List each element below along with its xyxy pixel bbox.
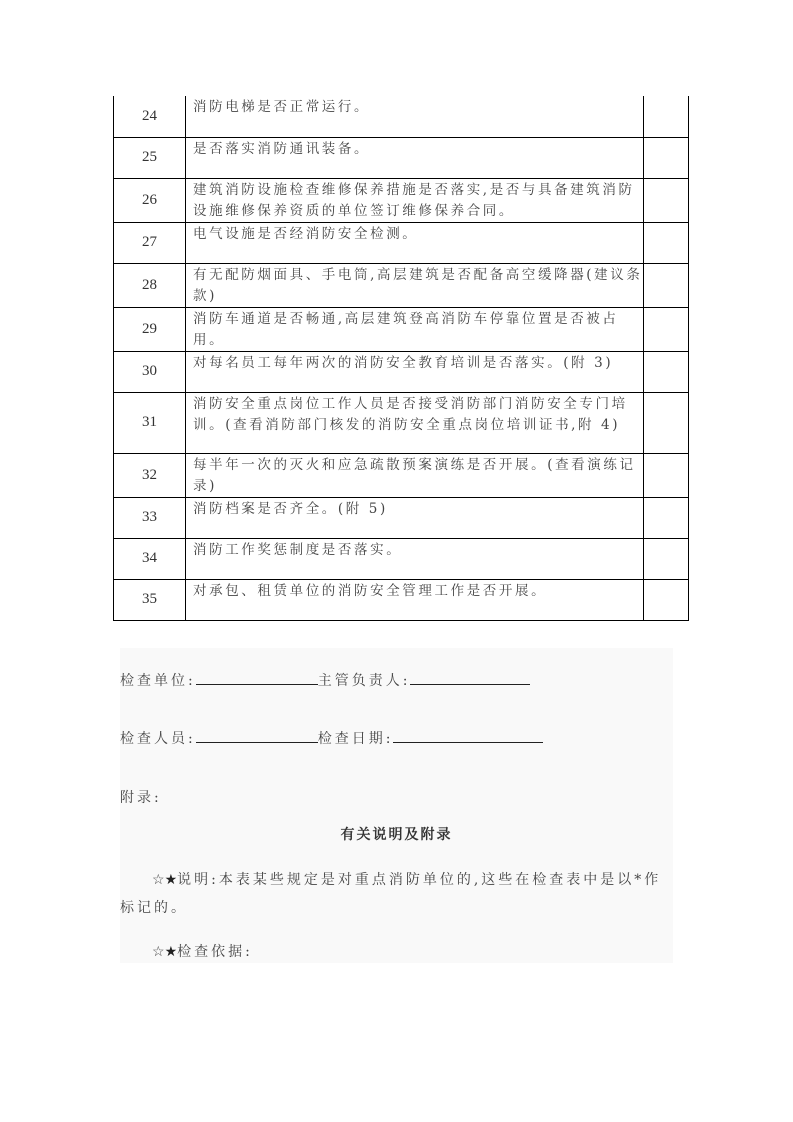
appendix-label: 附录: [120,790,162,806]
row-number: 34 [114,538,186,579]
row-item: 消防车通道是否畅通,高层建筑登高消防车停靠位置是否被占用。 [186,307,644,351]
inspection-checklist-table [113,96,689,621]
row-number: 28 [114,263,186,307]
row-result-cell [644,307,689,351]
table-row [114,351,689,392]
supervisor-field[interactable] [410,670,530,685]
signoff-and-appendix-section [120,648,673,963]
row-result-cell [644,222,689,263]
row-result-cell [644,497,689,538]
table-row [114,497,689,538]
table-row [114,137,689,178]
table-row [114,392,689,453]
table-row [114,579,689,620]
row-number: 35 [114,579,186,620]
inspector-label: 检查人员: [120,731,196,747]
inspect-unit-field[interactable] [196,670,318,685]
row-number: 24 [114,96,186,137]
row-result-cell [644,579,689,620]
row-item: 消防电梯是否正常运行。 [186,96,644,137]
basis-text: 检查依据: [177,944,253,960]
star-outline-icon: ☆ [152,872,165,888]
row-number: 31 [114,392,186,453]
table-row [114,307,689,351]
row-item: 对承包、租赁单位的消防安全管理工作是否开展。 [186,579,644,620]
row-result-cell [644,178,689,222]
row-item: 消防档案是否齐全。(附 5) [186,497,644,538]
inspect-date-field[interactable] [393,728,543,743]
row-result-cell [644,137,689,178]
row-number: 25 [114,137,186,178]
star-filled-icon: ★ [164,872,178,888]
row-item: 有无配防烟面具、手电筒,高层建筑是否配备高空缓降器(建议条款) [186,263,644,307]
row-number: 27 [114,222,186,263]
table-row [114,222,689,263]
table-row [114,178,689,222]
row-result-cell [644,96,689,137]
row-number: 26 [114,178,186,222]
inspect-date-label: 检查日期: [317,731,394,747]
supervisor-label: 主管负责人: [317,673,411,689]
row-number: 30 [114,351,186,392]
star-outline-icon: ☆ [152,944,165,960]
row-item: 建筑消防设施检查维修保养措施是否落实,是否与具备建筑消防设施维修保养资质的单位签订维修保养合同。 [186,178,644,222]
row-item: 消防工作奖惩制度是否落实。 [186,538,644,579]
row-result-cell [644,538,689,579]
note-paragraph [120,866,673,922]
inspector-field[interactable] [196,728,318,743]
inspect-unit-label: 检查单位: [120,673,196,689]
row-number: 29 [114,307,186,351]
basis-paragraph [120,938,673,966]
appendix-title: 有关说明及附录 [340,827,453,843]
row-item: 是否落实消防通讯装备。 [186,137,644,178]
row-number: 33 [114,497,186,538]
note-text: 说明:本表某些规定是对重点消防单位的,这些在检查表中是以*作标记的。 [120,872,662,916]
row-result-cell [644,453,689,497]
row-result-cell [644,263,689,307]
row-item: 每半年一次的灭火和应急疏散预案演练是否开展。(查看演练记录) [186,453,644,497]
table-row [114,263,689,307]
table-row [114,453,689,497]
star-filled-icon: ★ [164,944,178,960]
signoff-row-2 [120,728,543,748]
row-item: 消防安全重点岗位工作人员是否接受消防部门消防安全专门培训。(查看消防部门核发的消防安全重点岗位培训证书,附 4) [186,392,644,453]
row-item: 对每名员工每年两次的消防安全教育培训是否落实。(附 3) [186,351,644,392]
table-row [114,538,689,579]
signoff-row-1 [120,670,530,690]
row-result-cell [644,351,689,392]
table-row [114,96,689,137]
row-number: 32 [114,453,186,497]
row-result-cell [644,392,689,453]
row-item: 电气设施是否经消防安全检测。 [186,222,644,263]
